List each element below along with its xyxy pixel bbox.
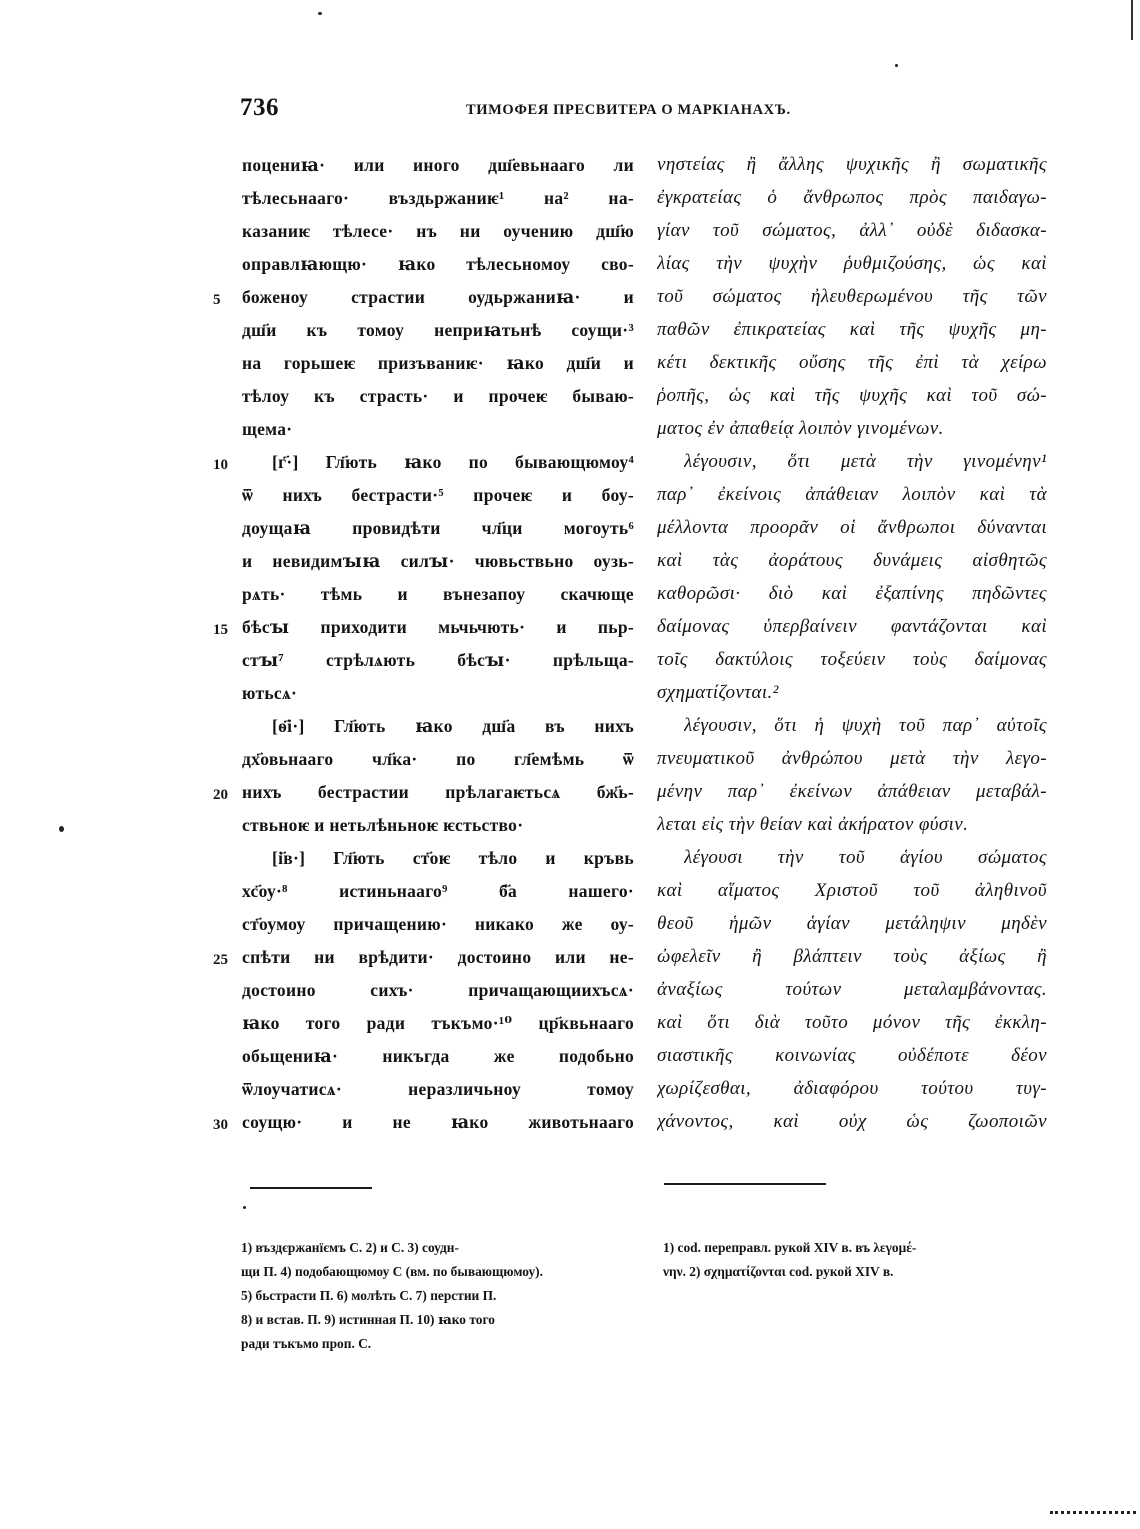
footnote-line: 1) въздєржанїємъ С. 2) и С. 3) соудн- — [241, 1240, 459, 1255]
scan-speck — [243, 1206, 246, 1209]
right-line: καὶ ὅτι διὰ τοῦτο μόνον τῆς ἐκκλη- — [657, 1013, 1047, 1032]
left-line: дх҃овьнааго чл҃ка· по гл҃емѣмь ѿ — [242, 751, 634, 769]
left-line: и невидимꙑꙗ силꙑ· чювьствьно оузь- — [242, 553, 634, 571]
scan-speck — [895, 64, 898, 67]
line-number: 30 — [213, 1117, 228, 1133]
right-line: πνευματικοῦ ἀνθρώπου μετὰ τὴν λεγο- — [657, 749, 1047, 768]
right-line: θεοῦ ἡμῶν ἁγίαν μετάληψιν μηδὲν — [657, 914, 1047, 933]
footnote-rule-right — [664, 1183, 826, 1185]
left-line: казаниѥ тѣлесе· нъ ни оучению дш҃ю — [242, 223, 634, 241]
right-line: γίαν τοῦ σώματος, ἀλλ᾽ οὐδὲ διδασκα- — [657, 221, 1047, 240]
footnote-line: 1) cod. переправл. рукой XIV в. въ λεγομέ- — [663, 1240, 917, 1255]
right-line: λεται εἰς τὴν θείαν καὶ ἀκήρατον φύσιν. — [657, 815, 969, 834]
left-line: ствьноѥ и нетьлѣньноѥ ѥстьство· — [242, 817, 524, 835]
left-line: тѣлесьнааго· въздьржаниѥ¹ на² на- — [242, 190, 634, 208]
line-number: 15 — [213, 622, 228, 638]
running-title: ТИМОФЕЯ ПРЕСВИТЕРА О МАРКІАНАХЪ. — [466, 102, 791, 118]
footnote-rule-left — [250, 1187, 372, 1189]
right-line: λίας τὴν ψυχὴν ῥυθμιζούσης, ὡς καὶ — [657, 254, 1047, 273]
left-line: боженоу страстии оудьржаниꙗ· и — [242, 289, 634, 307]
right-line: νηστείας ἢ ἄλλης ψυχικῆς ἢ σωματικῆς — [657, 155, 1047, 174]
footnote-line: 8) и встав. П. 9) истинная П. 10) ꙗко того — [241, 1312, 495, 1327]
left-line: ѿлоучатисѧ· неразличьноу томоу — [242, 1081, 634, 1099]
left-line: ютьсѧ· — [242, 685, 298, 703]
right-line: ἀναξίως τούτων μεταλαμβάνοντας. — [657, 980, 1047, 999]
left-line: [ѳ҃і·] Гл҃ють ꙗко дш҃а въ нихъ — [272, 718, 634, 736]
right-line: καὶ τὰς ἀοράτους δυνάμεις αἰσθητῶς — [657, 551, 1047, 570]
right-line: παθῶν ἐπικρατείας καὶ τῆς ψυχῆς μη- — [657, 320, 1047, 339]
left-line: стꙑ⁷ стрѣлѧють бѣсꙑ· прѣльща- — [242, 652, 634, 670]
left-line: ѿ нихъ бестрасти·⁵ прочеѥ и боу- — [242, 487, 634, 505]
line-number: 25 — [213, 952, 228, 968]
line-number: 10 — [213, 457, 228, 473]
right-line: καὶ αἵματος Χριστοῦ τοῦ ἀληθινοῦ — [657, 881, 1047, 900]
right-line: δαίμονας ὑπερβαίνειν φαντάζονται καὶ — [657, 617, 1047, 636]
left-line: [г҃·] Гл҃ють ꙗко по бывающюмоу⁴ — [272, 454, 634, 472]
footnote-line: 5) бьстрасти П. 6) молѣть С. 7) перстии П. — [241, 1288, 497, 1303]
left-line: тѣлоу къ страсть· и прочеѥ бываю- — [242, 388, 634, 406]
right-line: λέγουσι τὴν τοῦ ἁγίου σώματος — [684, 848, 1047, 867]
left-line: спѣти ни врѣдити· достоино или не- — [242, 949, 634, 967]
right-line: σιαστικῆς κοινωνίας οὐδέποτε δέον — [657, 1046, 1047, 1065]
right-line: χωρίζεσθαι, ἀδιαφόρου τούτου τυγ- — [657, 1079, 1047, 1098]
right-line: τοῦ σώματος ἠλευθερωμένου τῆς τῶν — [657, 287, 1047, 306]
footnotes-right — [663, 1236, 1055, 1284]
footnote-line: ради тъкъмо проп. С. — [241, 1336, 372, 1351]
left-line: [і҃в·] Гл҃ють ст҃оѥ тѣло и кръвь — [272, 850, 634, 868]
line-number: 5 — [213, 292, 221, 308]
left-line: ст҃оумоу причащению· никако же оу- — [242, 916, 634, 934]
left-line: поцениꙗ· или иного дш҃евьнааго ли — [242, 157, 634, 175]
scan-speck — [59, 826, 64, 832]
right-line: ἐγκρατείας ὁ ἄνθρωπος πρὸς παιδαγω- — [657, 188, 1047, 207]
scan-edge-mark — [1131, 0, 1133, 40]
left-line: доущаꙗ провидѣти чл҃ци могоуть⁶ — [242, 520, 634, 538]
right-line: ῥοπῆς, ὡς καὶ τῆς ψυχῆς καὶ τοῦ σώ- — [657, 386, 1047, 405]
right-line: παρ᾽ ἐκείνοις ἀπάθειαν λοιπὸν καὶ τὰ — [657, 485, 1047, 504]
scan-edge-marks — [1050, 1511, 1136, 1518]
scan-speck — [318, 12, 322, 15]
left-line: щема· — [242, 421, 293, 439]
left-line: ꙗко того ради тъкъмо·¹⁰ цр҃квьнааго — [242, 1015, 634, 1033]
right-line: λέγουσιν, ὅτι ἡ ψυχὴ τοῦ παρ᾽ αὐτοῖς — [684, 716, 1047, 735]
footnote-line: νην. 2) σχηματίζονται cod. рукой XIV в. — [663, 1264, 894, 1279]
right-line: ὠφελεῖν ἢ βλάπτειν τοὺς ἀξίως ἢ — [657, 947, 1047, 966]
left-line: бѣсꙑ приходити мьчьчють· и пьр- — [242, 619, 634, 637]
right-line: μένην παρ᾽ ἐκείνων ἀπάθειαν μεταβάλ- — [657, 782, 1047, 801]
right-line: λέγουσιν, ὅτι μετὰ τὴν γινομένην¹ — [684, 452, 1047, 471]
right-line: καθορῶσι· διὸ καὶ ἐξαπίνης πηδῶντες — [657, 584, 1047, 603]
left-line: соущю· и не ꙗко животьнааго — [242, 1114, 634, 1132]
right-line: χάνοντος, καὶ οὐχ ὡς ζωοποιῶν — [657, 1112, 1047, 1131]
left-line: на горьшеѥ призъваниѥ· ꙗко дш҃и и — [242, 355, 634, 373]
left-line: нихъ бестрастии прѣлагаѥтьсѧ бж҃ь- — [242, 784, 634, 802]
footnote-line: щи П. 4) подобающюмоу С (вм. по бывающюмоу). — [241, 1264, 543, 1279]
right-line: τοῖς δακτύλοις τοξεύειν τοὺς δαίμονας — [657, 650, 1047, 669]
footnotes-left — [241, 1236, 639, 1356]
left-line: рѧть· тѣмь и вънезапоу скачюще — [242, 586, 634, 604]
right-line: σχηματίζονται.² — [657, 683, 779, 702]
left-line: оправлꙗющю· ꙗко тѣлесьномоу сво- — [242, 256, 634, 274]
page-number: 736 — [240, 94, 279, 121]
left-line: достоино сихъ· причащающиихъсѧ· — [242, 982, 634, 1000]
left-line: обьщениꙗ· никъгда же подобьно — [242, 1048, 634, 1066]
right-line: κέτι δεκτικῆς οὔσης τῆς ἐπὶ τὰ χείρω — [657, 353, 1047, 372]
right-line: μέλλοντα προορᾶν οἱ ἄνθρωποι δύνανται — [657, 518, 1047, 537]
line-number: 20 — [213, 787, 228, 803]
right-line: ματος ἐν ἀπαθείᾳ λοιπὸν γινομένων. — [657, 419, 944, 438]
left-line: хс҃оу·⁸ истиньнааго⁹ б҃а нашего· — [242, 883, 634, 901]
left-line: дш҃и къ томоу неприꙗтьнѣ соущи·³ — [242, 322, 634, 340]
